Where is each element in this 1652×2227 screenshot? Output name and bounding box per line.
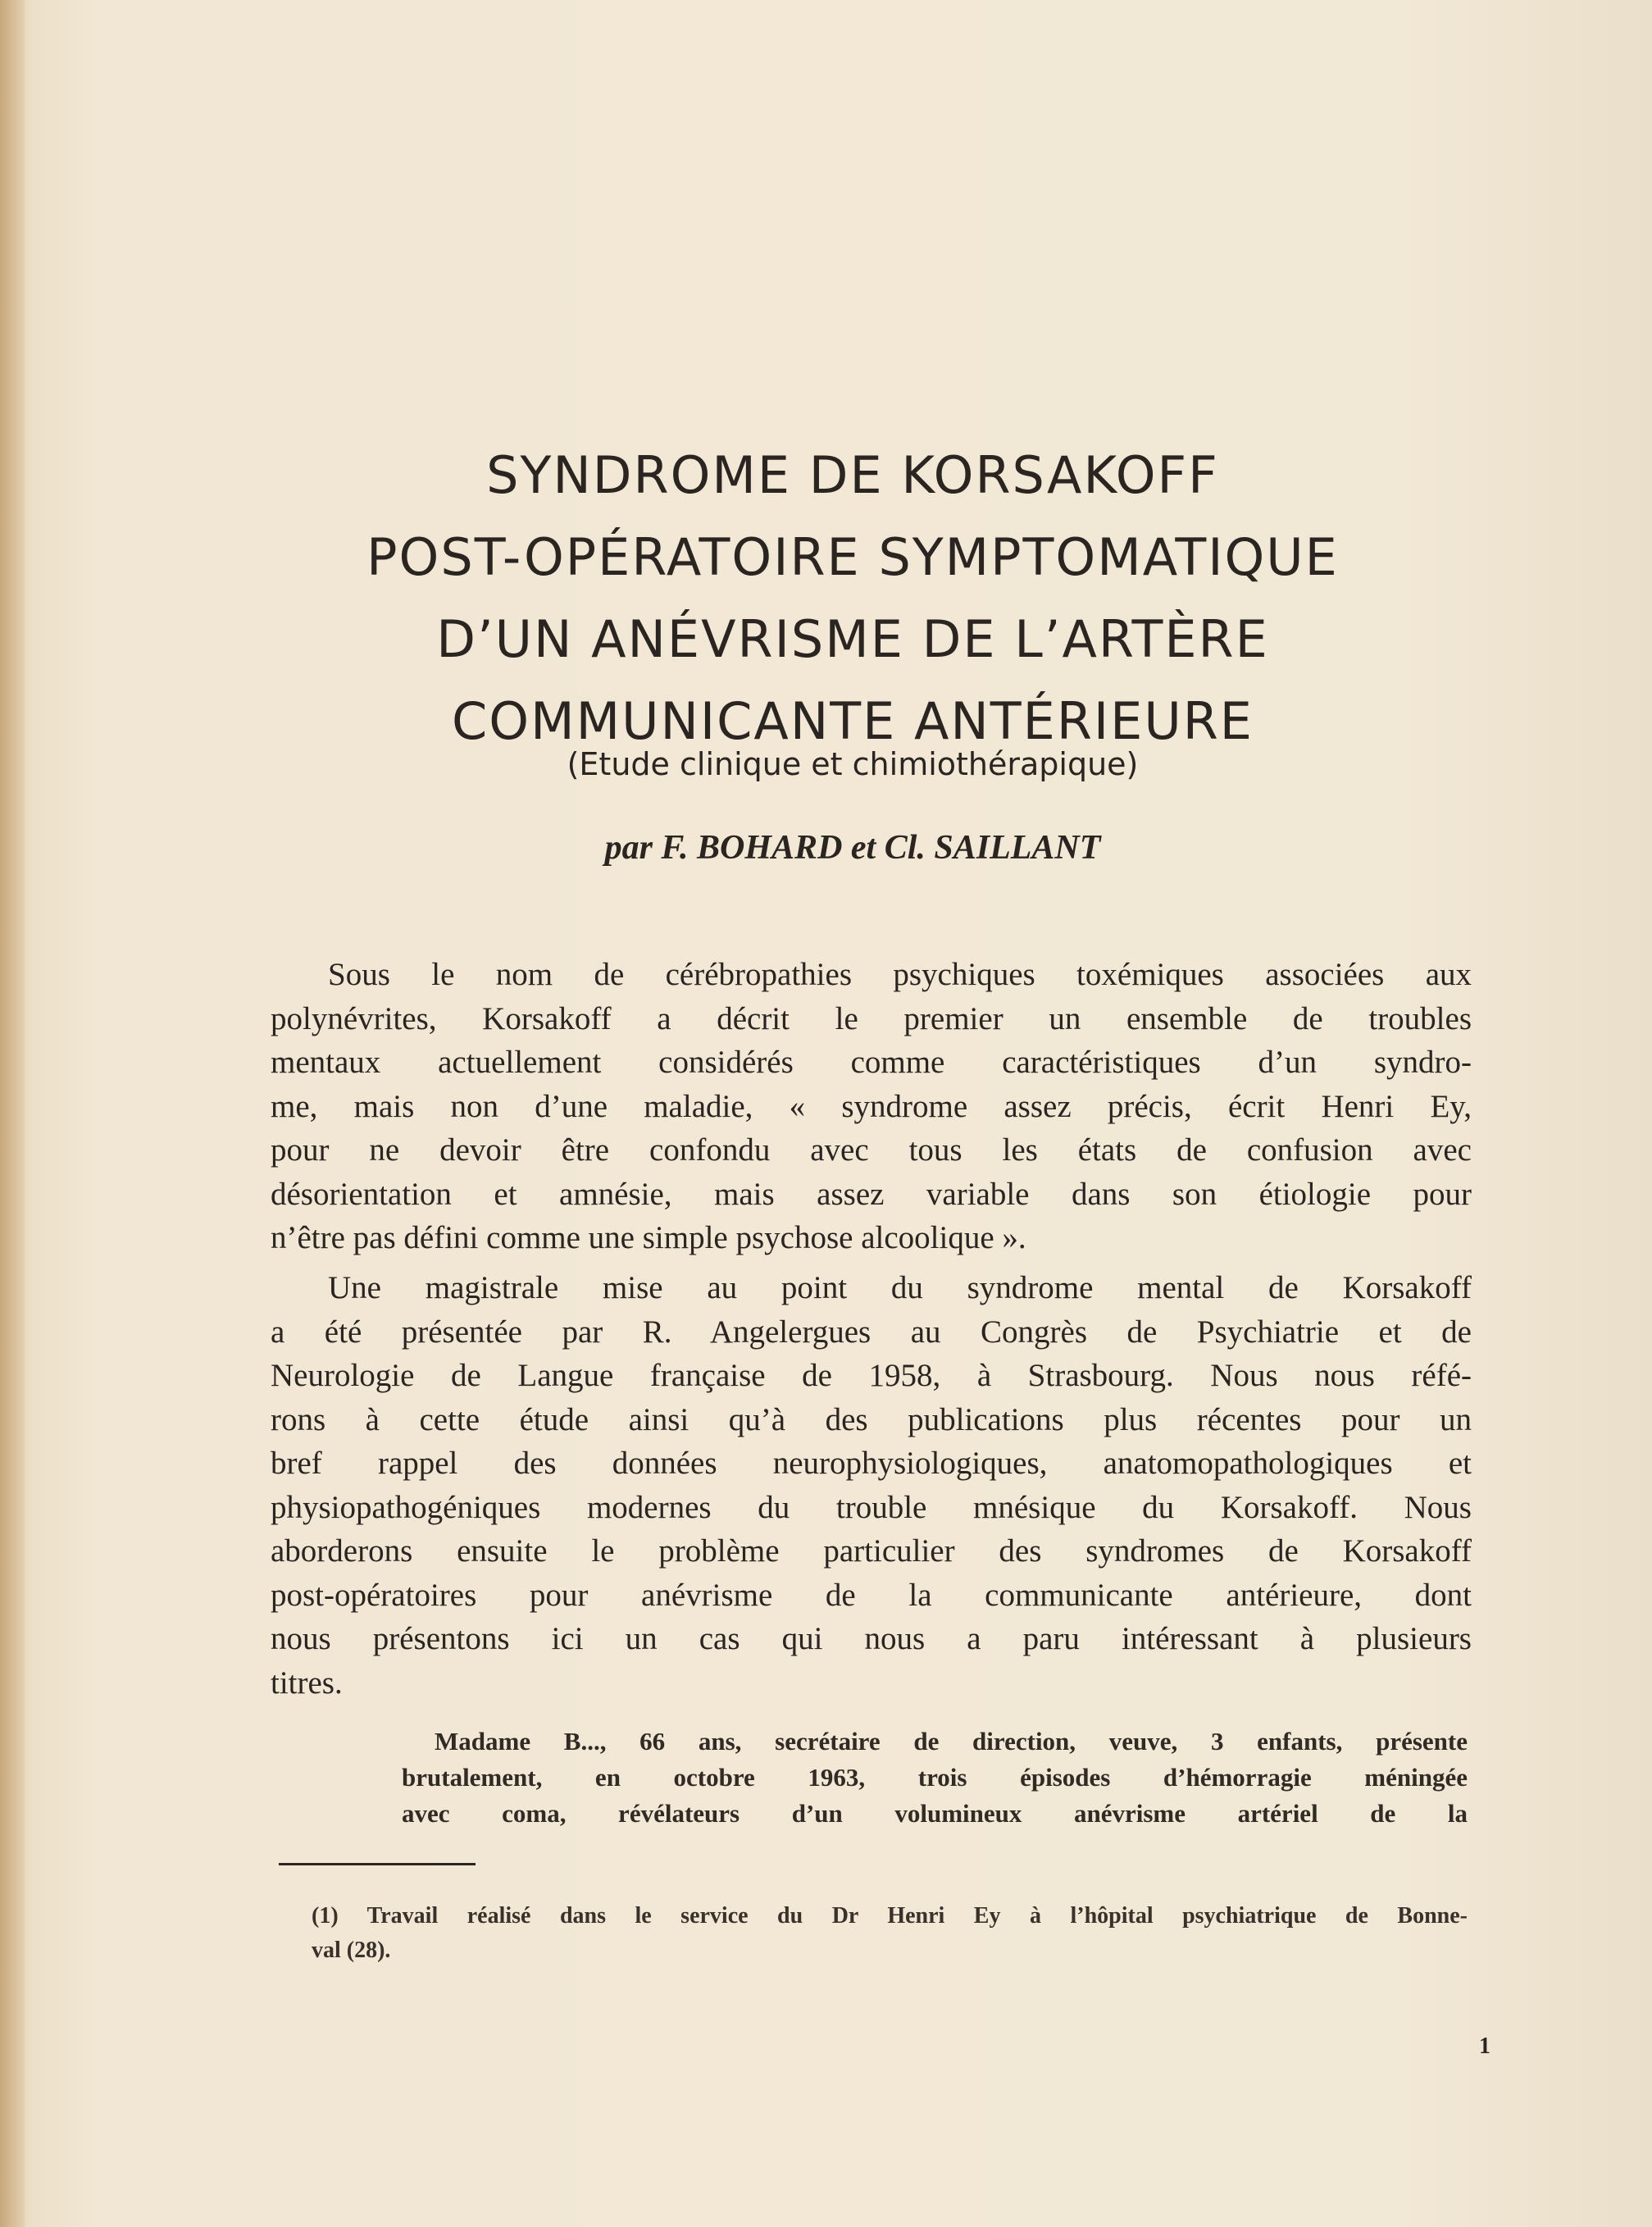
paragraph-line: mentaux actuellement considérés comme caractéristiques d’un syndro- xyxy=(271,1045,1472,1080)
paragraph-line: titres. xyxy=(271,1665,343,1701)
title-line-2: POST-OPÉRATOIRE SYMPTOMATIQUE xyxy=(366,527,1339,587)
paragraph-line: Sous le nom de cérébropathies psychiques toxémiques associées aux xyxy=(328,957,1472,992)
article-title xyxy=(246,435,1459,763)
paragraph-line: polynévrites, Korsakoff a décrit le premier un ensemble de troubles xyxy=(271,1000,1472,1036)
article-authors: par F. BOHARD et Cl. SAILLANT xyxy=(604,829,1101,867)
case-line: avec coma, révélateurs d’un volumineux anévrisme artériel de la xyxy=(402,1799,1468,1828)
paragraph-line: bref rappel des données neurophysiologiques, anatomopathologiques et xyxy=(271,1446,1472,1481)
paragraph-line: aborderons ensuite le problème particulier des syndromes de Korsakoff xyxy=(271,1533,1472,1569)
case-line: Madame B..., 66 ans, secrétaire de direction, veuve, 3 enfants, présente xyxy=(435,1727,1468,1756)
paragraph-line: nous présentons ici un cas qui nous a paru intéressant à plusieurs xyxy=(271,1621,1472,1656)
paragraph-2 xyxy=(271,1266,1472,1705)
paragraph-line: post-opératoires pour anévrisme de la communicante antérieure, dont xyxy=(271,1577,1472,1613)
footnote-line: (1) Travail réalisé dans le service du Dr Henri Ey à l’hôpital psychiatrique de Bonne- xyxy=(312,1903,1468,1929)
paragraph-line: Neurologie de Langue française de 1958, à Strasbourg. Nous nous réfé- xyxy=(271,1358,1472,1393)
case-report xyxy=(402,1724,1468,1832)
paragraph-line: a été présentée par R. Angelergues au Congrès de Psychiatrie et de xyxy=(271,1314,1472,1350)
page-number: 1 xyxy=(1479,2033,1490,2059)
paragraph-line: désorientation et amnésie, mais assez variable dans son étiologie pour xyxy=(271,1176,1472,1212)
paragraph-1 xyxy=(271,953,1472,1260)
paragraph-line: pour ne devoir être confondu avec tous les états de confusion avec xyxy=(271,1132,1472,1168)
paragraph-line: me, mais non d’une maladie, « syndrome assez précis, écrit Henri Ey, xyxy=(271,1088,1472,1124)
paragraph-line: physiopathogéniques modernes du trouble mnésique du Korsakoff. Nous xyxy=(271,1489,1472,1525)
footnote-line: val (28). xyxy=(312,1938,391,1963)
title-line-3: D’UN ANÉVRISME DE L’ARTÈRE xyxy=(436,609,1269,669)
footnote xyxy=(312,1899,1468,1968)
title-line-1: SYNDROME DE KORSAKOFF xyxy=(486,445,1219,505)
footnote-divider xyxy=(279,1863,476,1865)
paragraph-line: n’être pas défini comme une simple psychose alcoolique ». xyxy=(271,1220,1026,1255)
paragraph-line: Une magistrale mise au point du syndrome mental de Korsakoff xyxy=(328,1270,1472,1305)
case-line: brutalement, en octobre 1963, trois épisodes d’hémorragie méningée xyxy=(402,1763,1468,1792)
paragraph-line: rons à cette étude ainsi qu’à des publications plus récentes pour un xyxy=(271,1401,1472,1437)
title-line-4: COMMUNICANTE ANTÉRIEURE xyxy=(452,691,1254,751)
page-binding-edge xyxy=(0,0,25,2227)
article-subtitle: (Etude clinique et chimiothérapique) xyxy=(567,746,1139,782)
